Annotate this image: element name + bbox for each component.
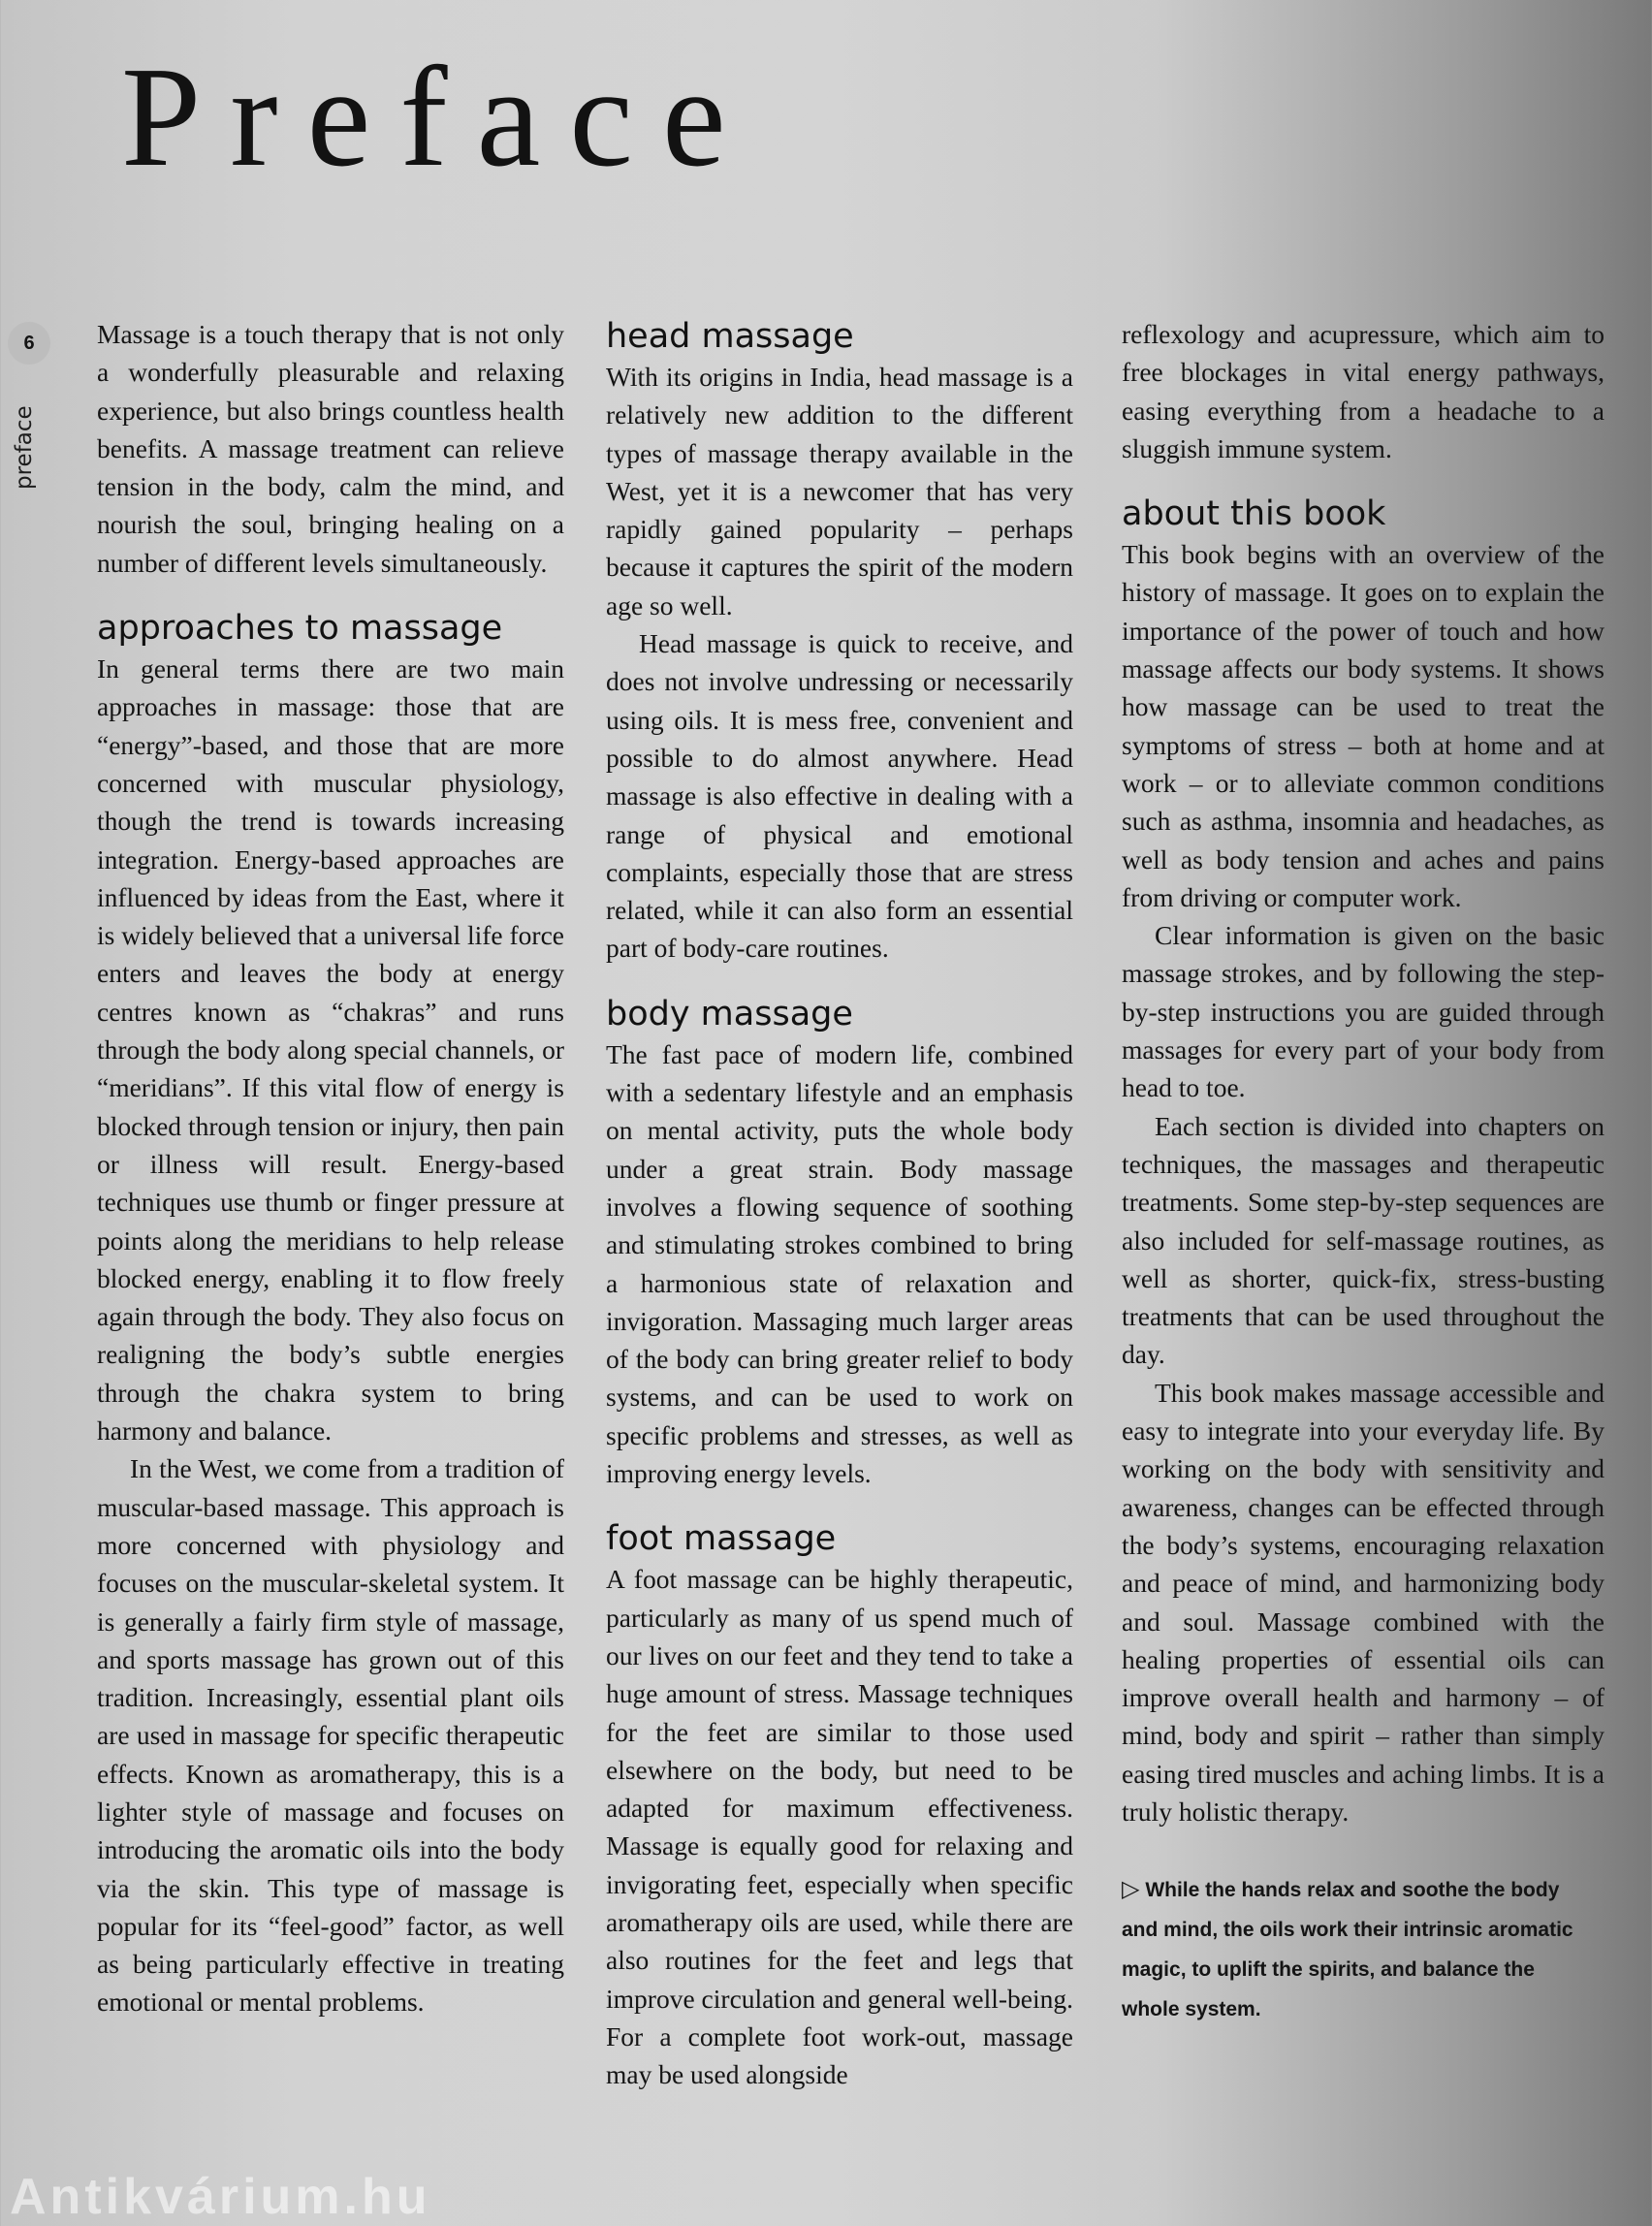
heading-approaches: approaches to massage: [97, 609, 503, 649]
paragraph: Each section is divided into chapters on techniques, the massages and therapeutic treatments. Some step-by-step sequences are also included for self-massage routines, as well as shorter, quick-fix, stress-busting treatments that can be used throughout the day.: [1122, 1110, 1604, 1370]
section-label: preface: [12, 405, 37, 490]
image-caption: [1122, 1869, 1604, 2029]
page-number: 6: [8, 322, 50, 365]
paragraph: In general terms there are two main approaches in massage: those that are “energy”-based, and those that are more concerned with muscular physiology, though the trend is towards increasing integration. Energy-based approaches are influenced by ideas from the East, where it is widely believed that a universal life force enters and leaves the body at energy centres known as “chakras” and runs through the body along special channels, or “meridians”. If this vital flow of energy is blocked through tension or injury, then pain or illness will result. Energy-based techniques use thumb or finger pressure at points along the meridians to help release blocked energy, enabling it to flow freely again through the body. They also focus on realigning the body’s subtle energies through the chakra system to bring harmony and balance.: [97, 653, 564, 1447]
heading-body-massage: body massage: [606, 994, 853, 1034]
heading-about-this-book: about this book: [1122, 494, 1386, 534]
paragraph: With its origins in India, head massage is a relatively new addition to the different types of massage therapy available in the West, yet it is a newcomer that has very rapidly gained popularity – perhaps because it captures the spirit of the modern age so well.: [606, 362, 1073, 620]
paragraph: Head massage is quick to receive, and does not involve undressing or necessarily using oils. It is mess free, convenient and possible to do almost anywhere. Head massage is also effective in dealing with a range of physical and emotional complaints, especially those that are stress related, while it can also form an essential part of body-care routines.: [606, 628, 1073, 964]
column-3: [1122, 315, 1604, 2029]
paragraph: This book begins with an overview of the history of massage. It goes on to explain the importance of the power of touch and how massage affects our body systems. It shows how massage can be used to treat the symptoms of stress – both at home and at work – or to alleviate common conditions such as asthma, insomnia and headaches, as well as body tension and aches and pains from driving or computer work.: [1122, 539, 1604, 912]
paragraph: This book makes massage accessible and easy to integrate into your everyday life. By working on the body with sensitivity and awareness, changes can be effected through the body’s systems, encouraging relaxation and peace of mind, and harmonizing body and soul. Massage combined with the healing properties of essential oils can improve overall health and harmony – of mind, body and spirit – rather than simply easing tired muscles and aching limbs. It is a truly holistic therapy.: [1122, 1377, 1604, 1827]
paragraph: In the West, we come from a tradition of muscular-based massage. This approach is more concerned with physiology and focuses on the muscular-skeletal system. It is generally a fairly firm style of massage, and sports massage has grown out of this tradition. Increasingly, essential plant oils are used in massage for specific therapeutic effects. Known as aromatherapy, this is a lighter style of massage and focuses on introducing the aromatic oils into the body via the skin. This type of massage is popular for its “feel-good” factor, as well as being particularly effective in treating emotional or mental problems.: [97, 1453, 564, 2018]
heading-head-massage: head massage: [606, 317, 854, 356]
heading-foot-massage: foot massage: [606, 1519, 837, 1559]
column-2: [606, 315, 1073, 2093]
page-title: Preface: [121, 38, 755, 197]
caption-text: While the hands relax and soothe the body and mind, the oils work their intrinsic aromatic magic, to uplift the spirits, and balance the whole system.: [1122, 1879, 1573, 2021]
paragraph: The fast pace of modern life, combined with a sedentary lifestyle and an emphasis on mental activity, puts the whole body under a great strain. Body massage involves a flowing sequence of soothing and stimulating strokes combined to bring a harmonious state of relaxation and invigoration. Massaging much larger areas of the body can bring greater relief to body systems, and can be used to work on specific problems and stresses, as well as improving energy levels.: [606, 1038, 1073, 1489]
paragraph: A foot massage can be highly therapeutic, particularly as many of us spend much of our lives on our feet and they tend to take a huge amount of stress. Massage techniques for the feet are similar to those used elsewhere on the body, but need to be adapted for maximum effectiveness. Massage is equally good for relaxing and invigorating feet, especially when specific aromatherapy oils are used, while there are also routines for the feet and legs that improve circulation and general well-being. For a complete foot work-out, massage may be used alongside: [606, 1564, 1073, 2090]
intro-paragraph: Massage is a touch therapy that is not only a wonderfully pleasurable and relaxing experience, but also brings countless health benefits. A massage treatment can relieve tension in the body, calm the mind, and nourish the soul, bringing healing on a number of different levels simultaneously.: [97, 319, 564, 578]
paragraph: reflexology and acupressure, which aim to free blockages in vital energy pathways, easing everything from a headache to a sluggish immune system.: [1122, 319, 1604, 463]
column-1: [97, 315, 564, 2021]
watermark: Antikvárium.hu: [10, 2169, 431, 2225]
paragraph: Clear information is given on the basic massage strokes, and by following the step-by-step instructions you are guided through massages for every part of your body from head to toe.: [1122, 920, 1604, 1103]
triangle-arrow-icon: ▷: [1122, 1876, 1140, 1903]
